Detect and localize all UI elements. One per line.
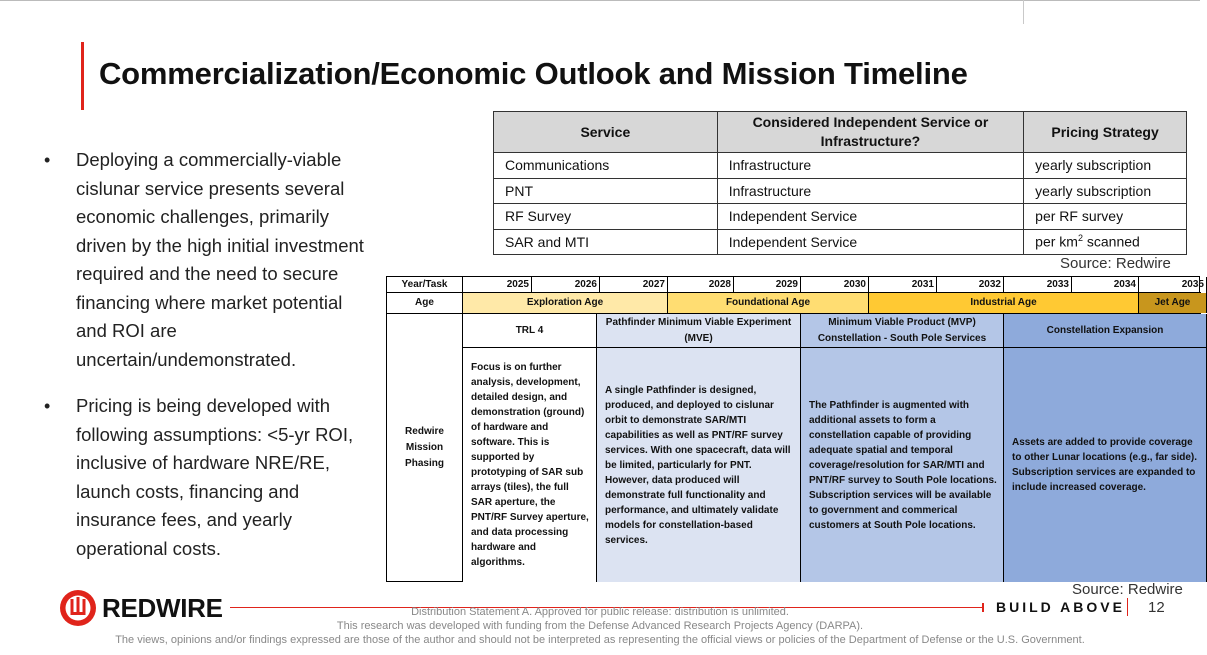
category-cell: Independent Service (717, 229, 1023, 255)
table-row (494, 229, 1187, 255)
phase-description-mvp-constellation: The Pathfinder is augmented with additional assets to form a constellation capable of providing adequate spatial and temporal coverage/resolution for SAR/MTI and PNT/RF survey to South Pole locations. Subscription services will be available to government and commerical customers at South Pole locations. (801, 348, 1004, 582)
timeline-age-row (387, 293, 1201, 314)
year-cell: 2028 (668, 277, 734, 293)
pricing-cell: yearly subscription (1024, 178, 1187, 204)
age-jet: Jet Age (1139, 293, 1207, 313)
header-pricing-strategy: Pricing Strategy (1024, 112, 1187, 153)
phase-title-trl4: TRL 4 (463, 314, 597, 348)
year-cell: 2029 (734, 277, 801, 293)
service-cell: PNT (494, 178, 718, 204)
year-cell: 2031 (869, 277, 937, 293)
brand-name: REDWIRE (102, 592, 223, 623)
table-row (494, 178, 1187, 204)
year-cell: 2030 (801, 277, 869, 293)
pricing-cell: yearly subscription (1024, 153, 1187, 179)
top-divider-tick (1023, 0, 1024, 24)
slide-title: Commercialization/Economic Outlook and Mission Timeline (99, 56, 968, 91)
price-unit: per km (1035, 234, 1078, 251)
phasing-row-label: Redwire Mission Phasing (387, 314, 463, 582)
phase-description-trl4: Focus is on further analysis, development, detailed design, and demonstration (ground) of hardware and software. This is supported by prototyping of SAR sub arrays (tiles), the full SAR aperture, the PNT/RF Survey aperture, and data processing hardware and algorithms. (463, 348, 597, 582)
brand-tagline: BUILD ABOVE (996, 599, 1125, 615)
service-cell: Communications (494, 153, 718, 179)
age-industrial: Industrial Age (869, 293, 1139, 313)
bullet-text: Pricing is being developed with following assumptions: <5-yr ROI, inclusive of hardware NRE/RE, launch costs, financing and insurance fees, and yearly operational costs. (76, 395, 354, 559)
year-cell: 2033 (1004, 277, 1072, 293)
phase-description-pathfinder-mve: A single Pathfinder is designed, produced, and deployed to cislunar orbit to demonstrate SAR/MTI capabilities as well as PNT/RF survey services. With one spacecraft, data will be limited, particularly for PNT. However, data produced will demonstrate full functionality and performance, and ultimately validate models for constellation-based services. (597, 348, 801, 582)
pricing-table (493, 111, 1187, 255)
year-cell: 2034 (1072, 277, 1139, 293)
pricing-header-row (494, 112, 1187, 153)
page-number: 12 (1148, 599, 1165, 616)
bullet-dot-icon: • (44, 150, 51, 170)
price-unit-superscript: 2 (1077, 233, 1083, 244)
age-foundational: Foundational Age (668, 293, 869, 313)
age-label: Age (387, 293, 463, 313)
table-row (494, 153, 1187, 179)
table-row (494, 204, 1187, 230)
bullet-item-pricing (44, 392, 374, 563)
year-task-label: Year/Task (387, 277, 463, 293)
distribution-statement: Distribution Statement A. Approved for public release: distribution is unlimited. (411, 606, 789, 618)
disclaimer-statement: The views, opinions and/or findings expressed are those of the author and should not be interpreted as representing the official views or policies of the Department of Defense or the U.S. Government. (115, 634, 1085, 646)
price-unit-suffix: scanned (1082, 234, 1140, 251)
bullet-dot-icon: • (44, 396, 51, 416)
year-cell: 2026 (532, 277, 600, 293)
service-cell: RF Survey (494, 204, 718, 230)
bullet-list (44, 146, 374, 581)
timeline-source-note: Source: Redwire (1072, 581, 1183, 598)
year-cell: 2027 (600, 277, 668, 293)
category-cell: Independent Service (717, 204, 1023, 230)
service-cell: SAR and MTI (494, 229, 718, 255)
top-rule (0, 0, 1200, 1)
phase-description-constellation-expansion: Assets are added to provide coverage to other Lunar locations (e.g., far side). Subscription services are expanded to include increased coverage. (1004, 348, 1207, 582)
phase-title-constellation-expansion: Constellation Expansion (1004, 314, 1207, 348)
category-cell: Infrastructure (717, 153, 1023, 179)
mission-timeline (386, 276, 1204, 582)
header-service: Service (494, 112, 718, 153)
timeline-year-row (387, 277, 1204, 293)
title-accent-bar (81, 42, 84, 110)
phase-title-mvp-constellation: Minimum Viable Product (MVP) Constellation - South Pole Services (801, 314, 1004, 348)
pricing-cell (1024, 229, 1187, 255)
pricing-cell: per RF survey (1024, 204, 1187, 230)
category-cell: Infrastructure (717, 178, 1023, 204)
age-exploration: Exploration Age (463, 293, 668, 313)
header-independent-or-infrastructure: Considered Independent Service or Infrastructure? (717, 112, 1023, 153)
bullet-text: Deploying a commercially-viable cislunar service presents several economic challenges, primarily driven by the high initial investment required and the need to secure financing where market potential and ROI are uncertain/undemonstrated. (76, 149, 364, 370)
year-cell: 2032 (937, 277, 1004, 293)
year-cell: 2035 (1139, 277, 1207, 293)
phase-title-pathfinder-mve: Pathfinder Minimum Viable Experiment (MVE) (597, 314, 801, 348)
pricing-source-note: Source: Redwire (1060, 255, 1171, 272)
bullet-item-financing (44, 146, 374, 374)
funding-statement: This research was developed with funding from the Defense Advanced Research Projects Agency (DARPA). (336, 620, 864, 632)
year-cell: 2025 (463, 277, 532, 293)
